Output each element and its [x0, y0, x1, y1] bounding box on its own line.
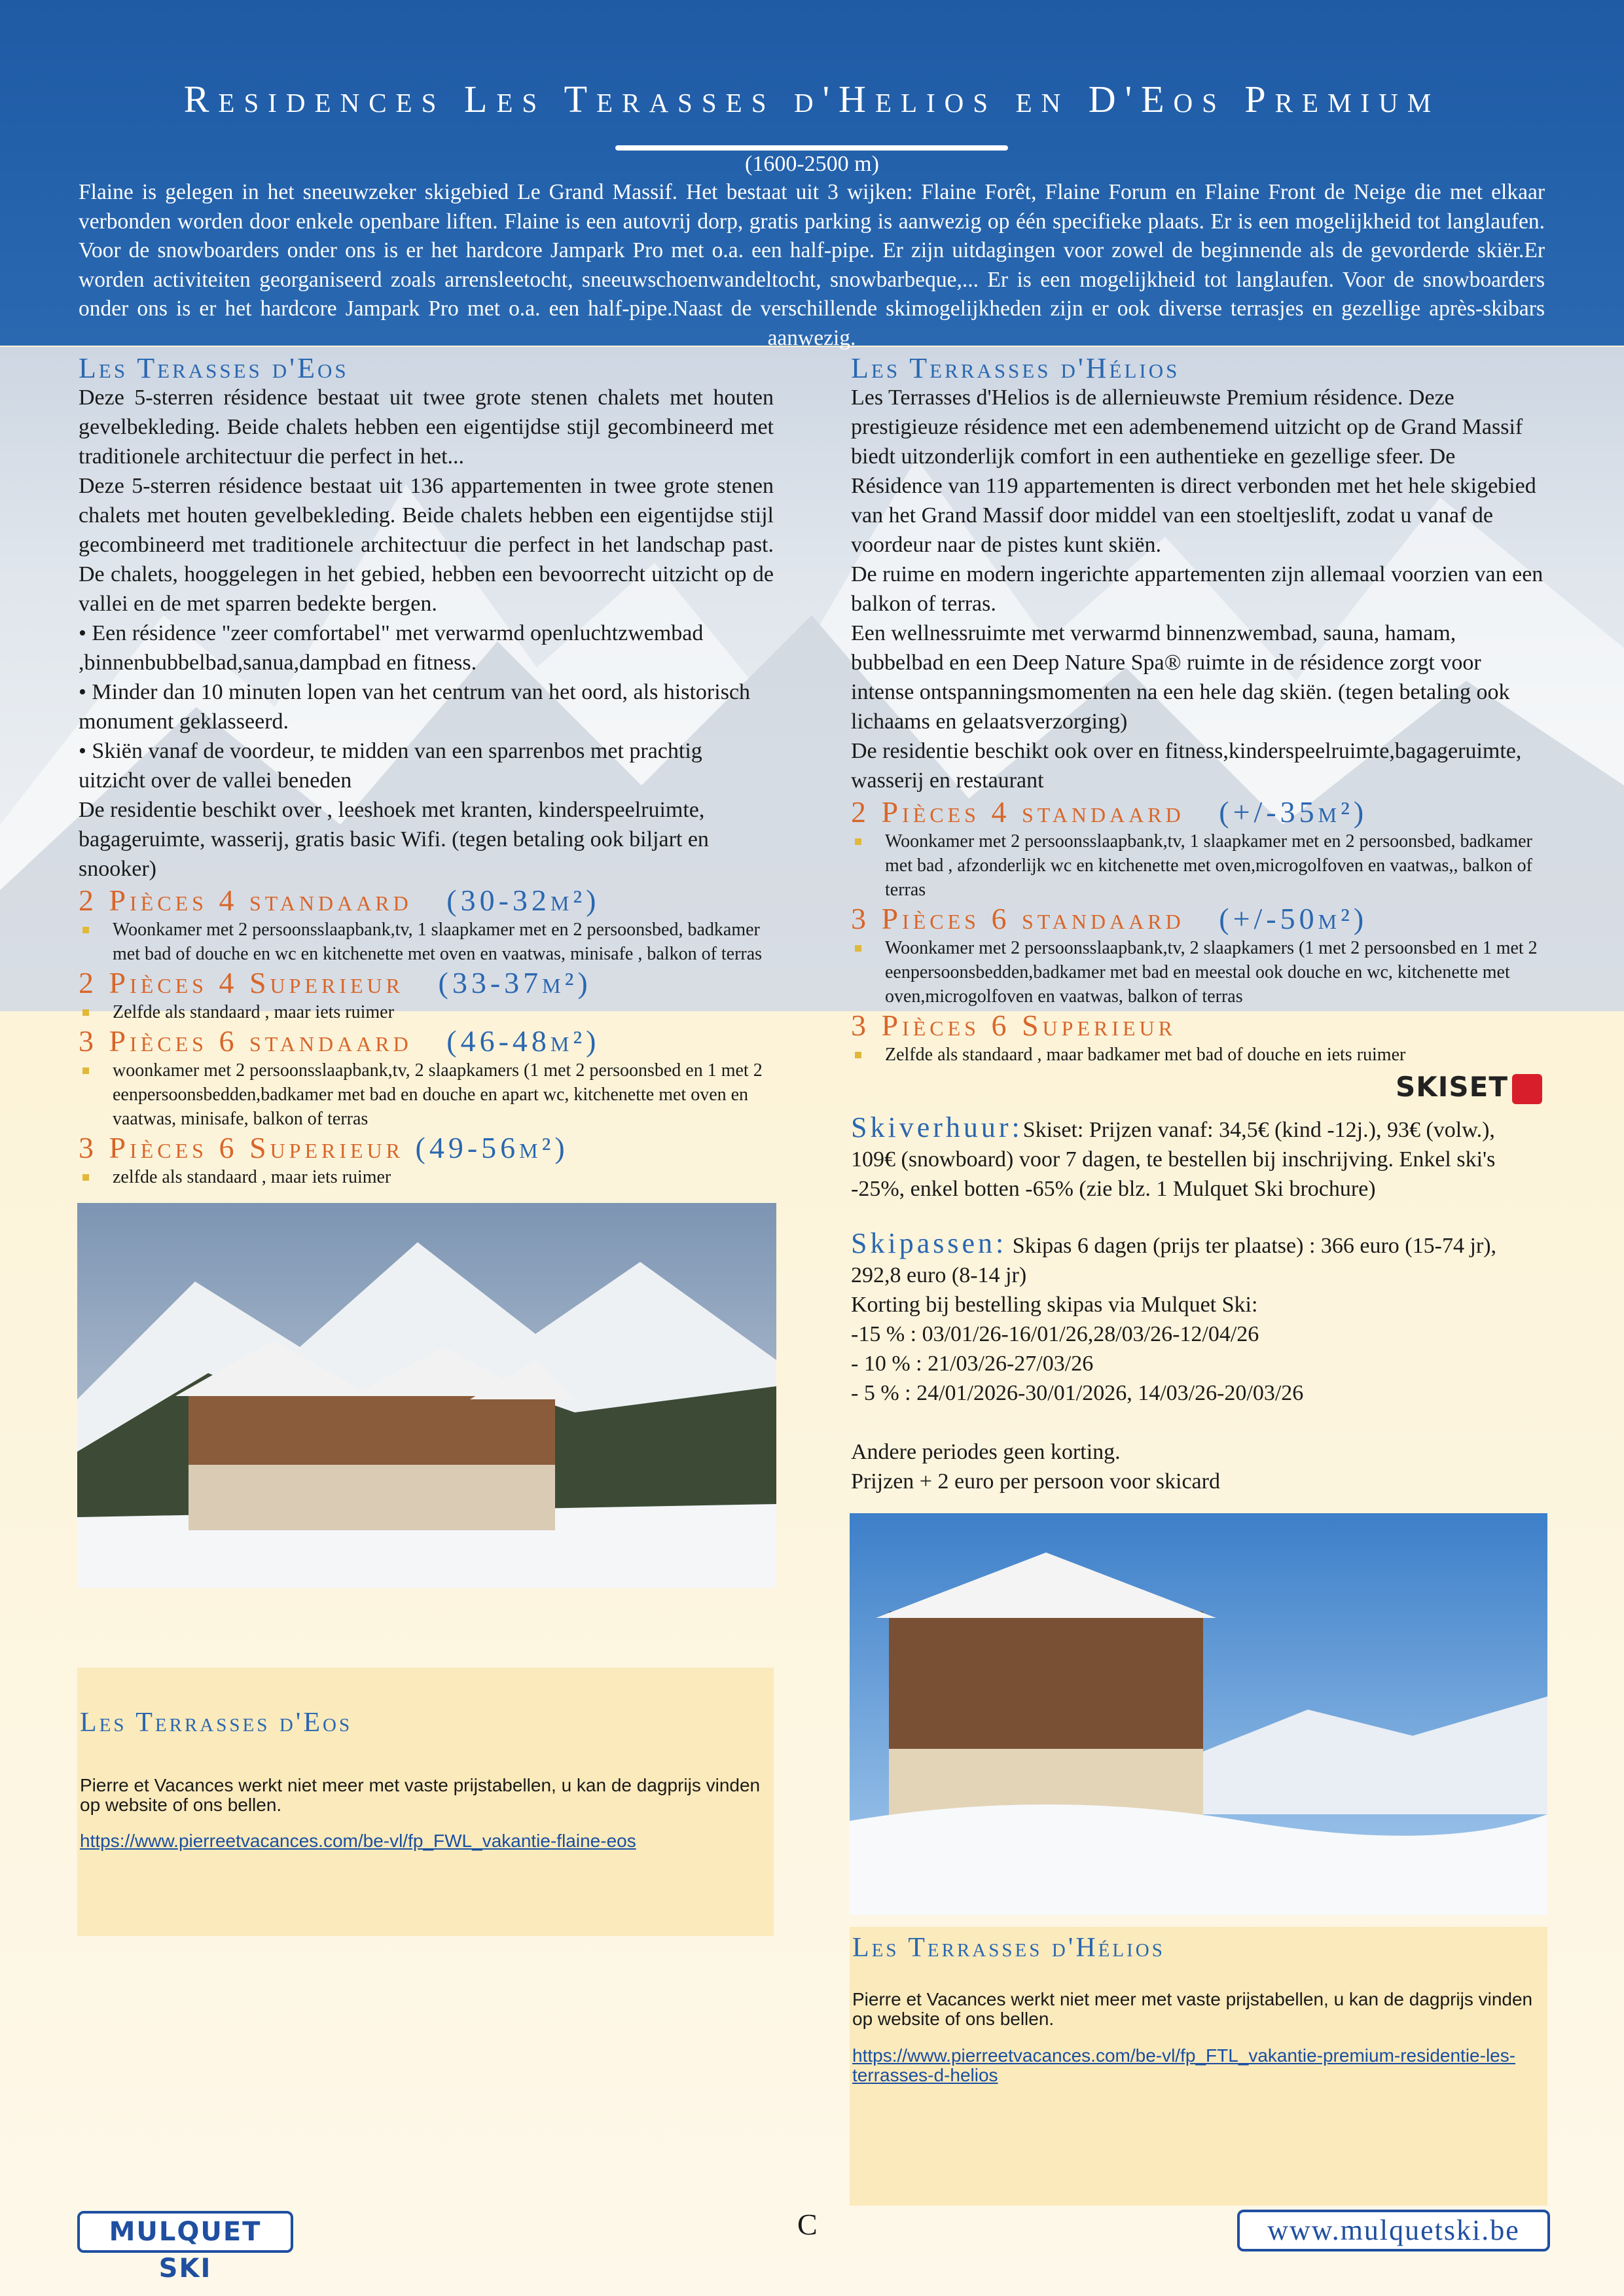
helios-room-title: 2 Pièces 4 standaard (+/-35m²)	[851, 795, 1368, 829]
skipassen-line	[851, 1229, 1545, 1290]
eos-paragraph-2: Deze 5-sterren résidence bestaat uit 136 appartementen in twee grote stenen chalets met houten gevelbekleding. Beide chalets hebben een eigentijdse stijl gecombineerd met traditionele architectuur die perfect in het landschap past. De chalets, hooggelegen in het gebied, hebben een bevoorrecht uitzicht op de vallei en de met sparren bedekte bergen.	[79, 474, 774, 616]
helios-room-desc: Woonkamer met 2 persoonsslaapbank,tv, 1 slaapkamer met en 2 persoonsbed, badkamer met bad , afzonderlijk wc en kitchenette met oven,microgolfoven en vaatwas,, balkon of terras	[851, 829, 1545, 902]
helios-paragraph-2: De ruime en modern ingerichte appartementen zijn allemaal voorzien van een balkon of terras.	[851, 562, 1543, 616]
skiset-icon	[1512, 1074, 1542, 1104]
right-column	[851, 353, 1545, 1067]
left-column	[79, 353, 774, 1189]
rental-section	[851, 1113, 1545, 1496]
eos-room-desc: Zelfde als standaard , maar iets ruimer	[79, 1000, 774, 1024]
page-number: C	[797, 2208, 818, 2241]
eos-room-desc: zelfde als standaard , maar iets ruimer	[79, 1165, 774, 1189]
website-link[interactable]: www.mulquetski.be	[1237, 2210, 1550, 2251]
skicard-note: Prijzen + 2 euro per persoon voor skicard	[851, 1469, 1220, 1494]
eos-bullet-3: • Skiën vanaf de voordeur, te midden van een sparrenbos met prachtig uitzicht over de vallei beneden	[79, 739, 702, 793]
korting-5: - 5 % : 24/01/2026-30/01/2026, 14/03/26-20/03/26	[851, 1381, 1304, 1405]
korting-heading: Korting bij bestelling skipas via Mulquet Ski:	[851, 1293, 1258, 1317]
eos-room-desc: woonkamer met 2 persoonsslaapbank,tv, 2 slaapkamers (1 met 2 persoonsbed en 1 met 2 eenpersoonsbedden,badkamer met bad en douche en apart wc, kitchenette met oven en vaatwas, minisafe, balkon of terras	[79, 1058, 774, 1131]
skiverhuur-text: Skiset: Prijzen vanaf: 34,5€ (kind -12j.), 93€ (volw.), 109€ (snowboard) voor 7 dagen, te bestellen bij inschrijving. Enkel ski's -25%, enkel botten -65% (zie blz. 1 Mulquet Ski brochure)	[851, 1118, 1496, 1201]
page-title: Residences Les Terasses d'Helios en D'Eos Premium	[183, 78, 1441, 120]
mulquet-ski-logo: MULQUET SKI	[77, 2211, 293, 2253]
skipassen-label: Skipassen:	[851, 1227, 1007, 1259]
intro-paragraph: Flaine is gelegen in het sneeuwzeker skigebied Le Grand Massif. Het bestaat uit 3 wijken: Flaine Forêt, Flaine Forum en Flaine Front de Neige die met elkaar verbonden worden door enkele openbare liften. Flaine is een autovrij dorp, gratis parking is aanwezig op één specifieke plaats. Er is een mogelijkheid tot langlaufen. Voor de snowboarders onder ons is er het hardcore Jampark Pro met o.a. een half-pipe. Er zijn uitdagingen voor zowel de beginnende als de gevorderde skiër.Er worden activiteiten georganiseerd zoals arrensleetocht, sneeuwschoenwandeltocht, snowbarbeque,... Er is een mogelijkheid tot langlaufen. Voor de snowboarders onder ons is er het hardcore Jampark Pro met o.a. een half-pipe.Naast de verschillende skimogelijkheden zijn er ook diverse terrasjes en gezellige après-skibars aanwezig.	[79, 180, 1545, 350]
korting-15: -15 % : 03/01/26-16/01/26,28/03/26-12/04/26	[851, 1322, 1259, 1346]
eos-room-title: 2 Pièces 4 standaard (30-32m²)	[79, 884, 600, 917]
skiverhuur-label: Skiverhuur:	[851, 1111, 1023, 1143]
eos-room-title: 3 Pièces 6 standaard (46-48m²)	[79, 1024, 600, 1058]
header-banner	[0, 0, 1624, 350]
eos-info-box	[77, 1668, 774, 1936]
eos-box-text: Pierre et Vacances werkt niet meer met vaste prijstabellen, u kan de dagprijs vinden op website of ons bellen.	[80, 1775, 761, 1815]
eos-bullet-1: • Een résidence "zeer comfortabel" met verwarmd openluchtzwembad ,binnenbubbelbad,sanua,dampbad en fitness.	[79, 621, 704, 675]
helios-info-box	[850, 1927, 1547, 2206]
helios-paragraph-4: De residentie beschikt ook over en fitness,kinderspeelruimte,bagageruimte, wasserij en restaurant	[851, 739, 1522, 793]
eos-paragraph-3: De residentie beschikt over , leeshoek met kranten, kinderspeelruimte, bagageruimte, wasserij, gratis basic Wifi. (tegen betaling ook biljart en snooker)	[79, 798, 709, 881]
no-discount-note: Andere periodes geen korting.	[851, 1440, 1121, 1464]
eos-residence-photo	[77, 1203, 776, 1588]
korting-10: - 10 % : 21/03/26-27/03/26	[851, 1352, 1094, 1376]
skiset-logo: SKISET	[1396, 1071, 1542, 1104]
helios-room-desc: Woonkamer met 2 persoonsslaapbank,tv, 2 slaapkamers (1 met 2 persoonsbed en 1 met 2 eenpersoonsbedden,badkamer met bad en meestal ook douche en wc, kitchenette met oven,microgolfoven en vaatwas, balkon of terras	[851, 936, 1545, 1009]
helios-section-title: Les Terrasses d'Hélios	[851, 352, 1180, 384]
helios-room-title: 3 Pièces 6 standaard (+/-50m²)	[851, 902, 1368, 935]
skiverhuur-line	[851, 1113, 1545, 1204]
helios-box-title: Les Terrasses d'Hélios	[852, 1933, 1165, 1963]
eos-bullet-2: • Minder dan 10 minuten lopen van het centrum van het oord, als historisch monument geklasseerd.	[79, 680, 751, 734]
helios-paragraph-3: Een wellnessruimte met verwarmd binnenzwembad, sauna, hamam, bubbelbad en een Deep Nature Spa® ruimte in de résidence zorgt voor intense ontspanningsmomenten na een hele dag skiën. (tegen betaling ook lichaams en gelaatsverzorging)	[851, 621, 1510, 734]
altitude-text: (1600-2500 m)	[745, 152, 879, 176]
helios-box-text: Pierre et Vacances werkt niet meer met vaste prijstabellen, u kan de dagprijs vinden op website of ons bellen.	[852, 1989, 1533, 2029]
title-underline	[615, 145, 1008, 151]
skipassen-text: Skipas 6 dagen (prijs ter plaatse) : 366 euro (15-74 jr), 292,8 euro (8-14 jr)	[851, 1234, 1497, 1287]
eos-paragraph-1: Deze 5-sterren résidence bestaat uit twee grote stenen chalets met houten gevelbekleding. Beide chalets hebben een eigentijdse stijl gecombineerd met traditionele architectuur die perfect in het...	[79, 386, 774, 469]
helios-room-desc: Zelfde als standaard , maar badkamer met bad of douche en iets ruimer	[851, 1043, 1545, 1067]
helios-room-title: 3 Pièces 6 Superieur	[851, 1009, 1177, 1042]
eos-room-title: 2 Pièces 4 Superieur (33-37m²)	[79, 966, 592, 999]
helios-booking-link[interactable]: https://www.pierreetvacances.com/be-vl/fp_FTL_vakantie-premium-residentie-les-terrasses-d-helios	[852, 2045, 1516, 2085]
eos-booking-link[interactable]: https://www.pierreetvacances.com/be-vl/fp_FWL_vakantie-flaine-eos	[80, 1831, 636, 1851]
eos-room-desc: Woonkamer met 2 persoonsslaapbank,tv, 1 slaapkamer met en 2 persoonsbed, badkamer met bad of douche en wc en kitchenette met oven en vaatwas, minisafe , balkon of terras	[79, 918, 774, 966]
eos-box-title: Les Terrasses d'Eos	[80, 1708, 353, 1738]
helios-paragraph-1: Les Terrasses d'Helios is de allernieuwste Premium résidence. Deze prestigieuze résidence met een adembenemend uitzicht op de Grand Massif biedt uitzonderlijk comfort in een authentieke en gezellige sfeer. De Résidence van 119 appartementen is direct verbonden met het hele skigebied van het Grand Massif door middel van een stoeltjeslift, zodat u vanaf de voordeur naar de pistes kunt skiën.	[851, 386, 1536, 557]
eos-section-title: Les Terasses d'Eos	[79, 352, 349, 384]
helios-residence-photo	[850, 1513, 1547, 1915]
eos-room-title: 3 Pièces 6 Superieur (49-56m²)	[79, 1131, 569, 1164]
